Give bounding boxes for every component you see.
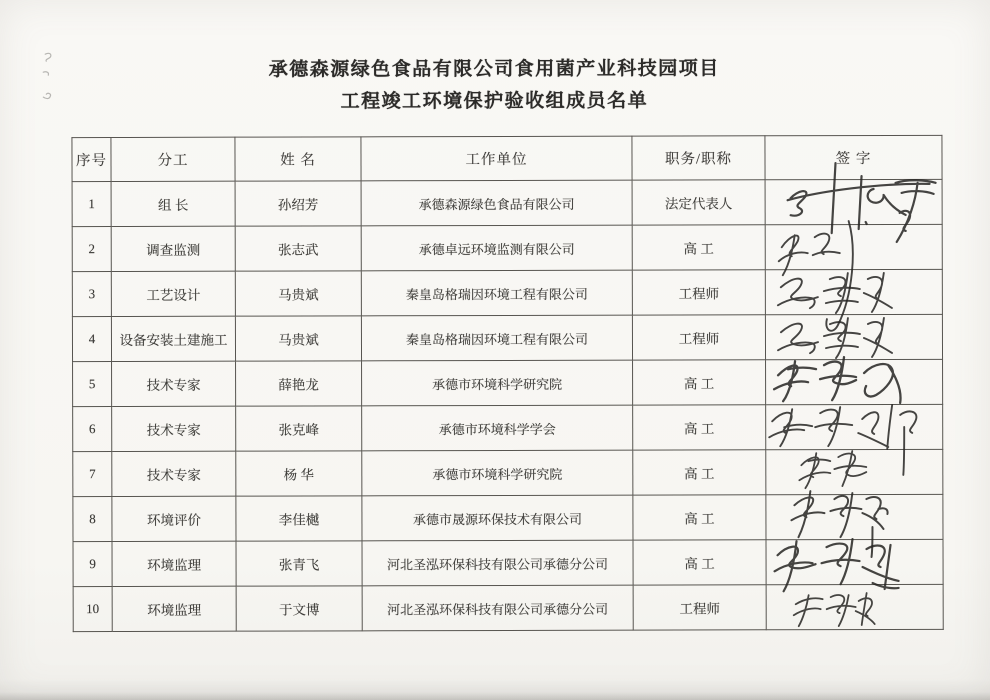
table-row: [72, 314, 942, 361]
cell-no: 1: [72, 182, 111, 227]
cell-name: 孙绍芳: [235, 181, 361, 226]
cell-title: 高 工: [632, 225, 765, 270]
cell-role: 工艺设计: [111, 271, 235, 316]
cell-signature: [765, 269, 942, 314]
cell-org: 秦皇岛格瑞因环境工程有限公司: [361, 315, 632, 361]
cell-role: 环境评价: [112, 496, 236, 541]
table-header-row: [72, 135, 942, 181]
header-sign: 签 字: [765, 135, 942, 179]
members-table: [71, 135, 943, 632]
cell-role: 技术专家: [112, 406, 236, 451]
cell-org: 承德市环境科学研究院: [362, 360, 633, 406]
cell-name: 张志武: [235, 226, 361, 271]
cell-title: 高 工: [633, 495, 766, 540]
cell-title: 工程师: [632, 270, 765, 315]
header-no: 序号: [72, 138, 111, 182]
cell-org: 秦皇岛格瑞因环境工程有限公司: [361, 270, 632, 316]
cell-no: 8: [73, 497, 112, 542]
cell-org: 承德森源绿色食品有限公司: [361, 180, 632, 226]
cell-org: 承德市环境科学研究院: [362, 450, 633, 496]
cell-name: 马贵斌: [235, 271, 361, 316]
cell-role: 技术专家: [112, 361, 236, 406]
cell-role: 环境监理: [112, 541, 236, 586]
title-line-2: 工程竣工环境保护验收组成员名单: [340, 90, 649, 113]
cell-name: 张克峰: [236, 406, 362, 451]
cell-title: 高 工: [633, 540, 766, 585]
table-row: [73, 359, 943, 406]
table-row: [73, 404, 943, 451]
cell-org: 河北圣泓环保科技有限公司承德分公司: [362, 540, 633, 586]
table-row: [72, 269, 942, 316]
cell-no: 6: [73, 407, 112, 452]
cell-name: 薛艳龙: [236, 361, 362, 406]
cell-title: 工程师: [633, 585, 766, 630]
table-row: [73, 584, 943, 631]
cell-no: 10: [73, 587, 112, 632]
cell-role: 组 长: [111, 181, 235, 226]
cell-title: 高 工: [633, 360, 766, 405]
table-row: [72, 179, 942, 226]
table-row: [72, 224, 942, 271]
title-line-1: 承德森源绿色食品有限公司食用菌产业科技园项目: [268, 58, 720, 81]
cell-signature: [765, 314, 942, 359]
cell-title: 高 工: [633, 450, 766, 495]
cell-no: 4: [72, 317, 111, 362]
cell-name: 马贵斌: [235, 316, 361, 361]
cell-role: 技术专家: [112, 451, 236, 496]
cell-org: 承德卓远环境监测有限公司: [361, 225, 632, 271]
cell-name: 李佳樾: [236, 496, 362, 541]
cell-no: 7: [73, 452, 112, 497]
cell-org: 承德市环境科学学会: [362, 405, 633, 451]
header-org: 工作单位: [361, 136, 632, 181]
table-row: [73, 539, 943, 586]
cell-signature: [765, 179, 942, 224]
cell-signature: [766, 449, 943, 494]
cell-signature: [765, 224, 942, 269]
cell-signature: [766, 494, 943, 539]
cell-name: 杨 华: [236, 451, 362, 496]
cell-role: 调查监测: [111, 226, 235, 271]
cell-no: 9: [73, 542, 112, 587]
cell-signature: [766, 404, 943, 449]
cell-org: 河北圣泓环保科技有限公司承德分公司: [362, 585, 633, 631]
table-row: [73, 449, 943, 496]
cell-name: 张青飞: [236, 541, 362, 586]
cell-title: 工程师: [632, 315, 765, 360]
header-title: 职务/职称: [632, 136, 765, 180]
header-role: 分工: [111, 137, 235, 181]
header-name: 姓 名: [235, 137, 361, 181]
cell-role: 设备安装土建施工: [111, 316, 235, 361]
cell-no: 3: [72, 272, 111, 317]
cell-title: 高 工: [633, 405, 766, 450]
table-row: [73, 494, 943, 541]
cell-signature: [766, 584, 943, 629]
cell-signature: [766, 539, 943, 584]
cell-role: 环境监理: [112, 586, 236, 631]
cell-signature: [766, 359, 943, 404]
cell-title: 法定代表人: [632, 180, 765, 225]
cell-no: 2: [72, 227, 111, 272]
scan-bottom-shadow: [0, 692, 990, 700]
cell-org: 承德市晟源环保技术有限公司: [362, 495, 633, 541]
cell-name: 于文博: [236, 586, 362, 631]
cell-no: 5: [73, 362, 112, 407]
document-title: [0, 53, 989, 120]
